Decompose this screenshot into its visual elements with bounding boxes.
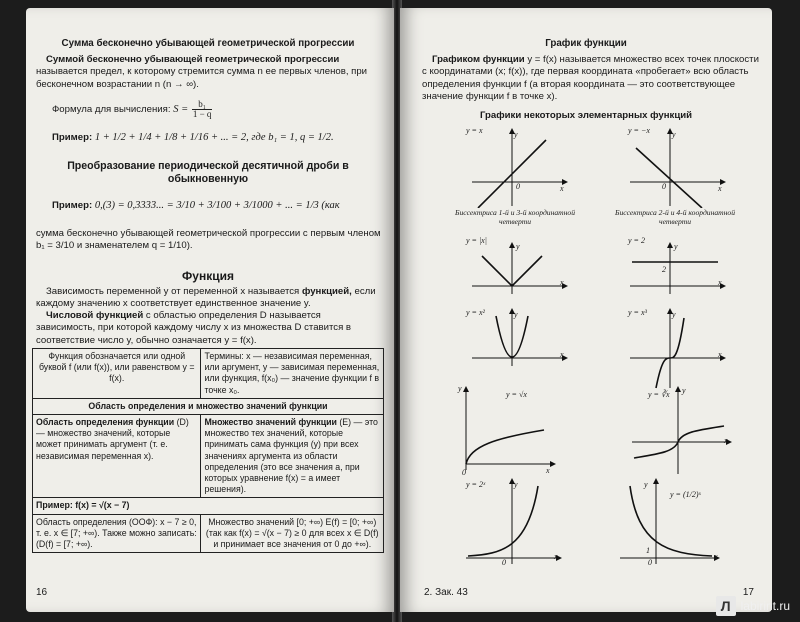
graph8-axis-x: x [724, 436, 728, 445]
graph7-origin: 0 [462, 468, 466, 477]
graph-cbrt-x [628, 386, 732, 476]
graph4-label: y = 2 [628, 236, 645, 245]
sum-definition [36, 54, 382, 91]
graph2-caption: Биссектриса 2-й и 4-й координатной четверти [614, 208, 736, 226]
graph10-tick: 1 [646, 546, 650, 555]
example-label: Пример: [52, 132, 93, 143]
table-r5c1: Область определения (ООФ): x − 7 ≥ 0, т. е. x ∈ [7; +∞). Также можно записать: (D(f) = [7; +∞). [33, 514, 201, 553]
range-term: Множество значений функции [204, 417, 337, 428]
formula-lhs: S = [173, 104, 189, 116]
graph4-axis-x: x [718, 278, 722, 287]
example-decimal-cont: сумма бесконечно убывающей геометрической прогрессии с первым членом b₁ = 3/10 и знаменателем q = 1/10). [36, 228, 381, 252]
graph1-axis-y: y [514, 130, 518, 139]
example-geometric [52, 132, 382, 144]
numeric-function-bold: Числовой функцией [46, 310, 144, 321]
table-r3c2 [201, 415, 384, 498]
graph1-axis-x: x [560, 184, 564, 193]
domain-term: Область определения функции [36, 417, 175, 428]
left-page [26, 8, 394, 612]
watermark [716, 596, 790, 616]
right-title: График функции [545, 38, 627, 49]
range-text: (E) — это множество тех значений, которые принимать сама функция (y) при всех значениях аргумента из области определения (это все значения a, при которых уравнение f(x) = a имеет решения). [204, 417, 378, 495]
graph-def-bold: Графиком функции [432, 54, 525, 65]
graph9-label: y = 2ˣ [466, 480, 486, 489]
graph-half-power-x [616, 478, 720, 566]
graph2-label: y = −x [628, 126, 650, 135]
graph7-axis-y: y [458, 384, 462, 393]
example2-label: Пример: [52, 200, 93, 211]
graph8-axis-y: y [682, 386, 686, 395]
table-r3c1 [33, 415, 201, 498]
graph3-axis-y: y [516, 242, 520, 251]
graph2-axis-y: y [672, 130, 676, 139]
formula-numerator: b₁ [192, 100, 213, 110]
decimal-heading: Преобразование периодической десятичной дроби в обыкновенную [67, 160, 349, 185]
graph4-axis-y: y [674, 242, 678, 251]
function-definition [36, 286, 382, 311]
graph2-origin: 0 [662, 182, 666, 191]
graph10-axis-y: y [644, 480, 648, 489]
sum-definition-bold: Суммой бесконечно убывающей геометрической прогрессии [46, 54, 340, 65]
formula-fraction [192, 100, 213, 119]
formula-label: Формула для вычисления: [52, 104, 171, 116]
graph5-axis-y: y [514, 310, 518, 319]
graph10-label: y = (1/2)ˣ [670, 490, 701, 499]
graph6-axis-y: y [672, 310, 676, 319]
example2-expression: 0,(3) = 0,3333... = 3/10 + 3/100 + 3/1000 + ... = 1/3 (как [94, 200, 340, 211]
watermark-logo-icon: Л [716, 596, 736, 616]
function-heading: Функция [182, 269, 234, 283]
graph9-axis-x: x [554, 552, 558, 561]
left-page-number: 16 [36, 587, 48, 598]
graph6-axis-x: x [718, 350, 722, 359]
function-def-text2: если каждому значению x соответствует единственное значение y. [36, 286, 376, 310]
graph4-tick: 2 [662, 265, 666, 274]
graph10-axis-x: x [714, 552, 718, 561]
graph2-axis-x: x [718, 184, 722, 193]
right-footer-left: 2. Зак. 43 [424, 587, 468, 598]
function-def-text1: Зависимость переменной y от переменной x называется [46, 286, 300, 297]
table-r5c2: Множество значений [0; +∞) E(f) = [0; +∞) (так как f(x) = √(x − 7) ≥ 0 для всех x ∈ D(f) и принимает все значения от 0 до +∞). [201, 514, 384, 553]
left-title: Сумма бесконечно убывающей геометрической прогрессии [61, 38, 355, 49]
graph1-label: y = x [466, 126, 483, 135]
graph7-axis-x: x [546, 466, 550, 475]
graph3-label: y = |x| [466, 236, 487, 245]
graph1-origin: 0 [516, 182, 520, 191]
watermark-text: labirint.ru [740, 599, 790, 613]
graph5-axis-x: x [560, 350, 564, 359]
graph6-label: y = x³ [628, 308, 647, 317]
graph7-label: y = √x [506, 390, 527, 399]
graph3-axis-x: x [560, 278, 564, 287]
graph-2-power-x [462, 478, 562, 566]
graph1-caption: Биссектриса 1-й и 3-й координатной четверти [454, 208, 576, 226]
graph-def-text: y = f(x) называется множество всех точек плоскости с координатами (x; f(x)), где первая координата «пробегает» всю область определения функции f (а вторая координата — это соответствующее значение функции f в точке x). [422, 54, 759, 103]
right-page [400, 8, 772, 612]
table-r1c1: Функция обозначается или одной буквой f (или f(x)), или равенством y = f(x). [33, 349, 201, 399]
graphs-subtitle: Графики некоторых элементарных функций [479, 110, 693, 121]
graph10-origin: 0 [648, 558, 652, 567]
graph9-origin: 0 [502, 558, 506, 567]
sum-definition-text: называется предел, к которому стремится сумма n ее первых членов, при бесконечном возрастании n (n → ∞). [36, 66, 368, 90]
numeric-function-text: с областью определения D называется зависимость, при которой каждому числу x из множества D ставится в соответствие число y, обычно означается y = f(x). [36, 310, 352, 346]
graph-y-equals-x [464, 128, 568, 208]
graph9-axis-y: y [514, 480, 518, 489]
function-table [32, 348, 384, 553]
example-decimal [52, 200, 382, 212]
function-def-bold: функцией, [301, 286, 352, 297]
example-series: 1 + 1/2 + 1/4 + 1/8 + 1/16 + ... = 2, где b₁ = 1, q = 1/2. [94, 132, 334, 143]
table-r4: Пример: f(x) = √(x − 7) [33, 498, 384, 514]
graph-sqrt-x [456, 386, 556, 472]
numeric-function-definition [36, 310, 382, 347]
table-r1c2: Термины: x — независимая переменная, или аргумент, y — зависимая переменная, или функция, f(x₀) — значение функции f в точке x₀. [201, 349, 384, 399]
right-page-number: 17 [742, 587, 754, 598]
graph5-label: y = x² [466, 308, 485, 317]
graph-definition [422, 54, 762, 104]
formula-line [52, 100, 372, 119]
formula-denominator: 1 − q [192, 109, 212, 119]
graph8-label: y = ∛x [648, 390, 670, 399]
graph-y-equals-minus-x [622, 128, 726, 208]
domain-text: (D) — множество значений, которые может принимать аргумент (т. е. независимая переменная x). [36, 417, 189, 461]
graph-x-cubed [622, 308, 726, 390]
table-r2: Область определения и множество значений функции [33, 398, 384, 414]
